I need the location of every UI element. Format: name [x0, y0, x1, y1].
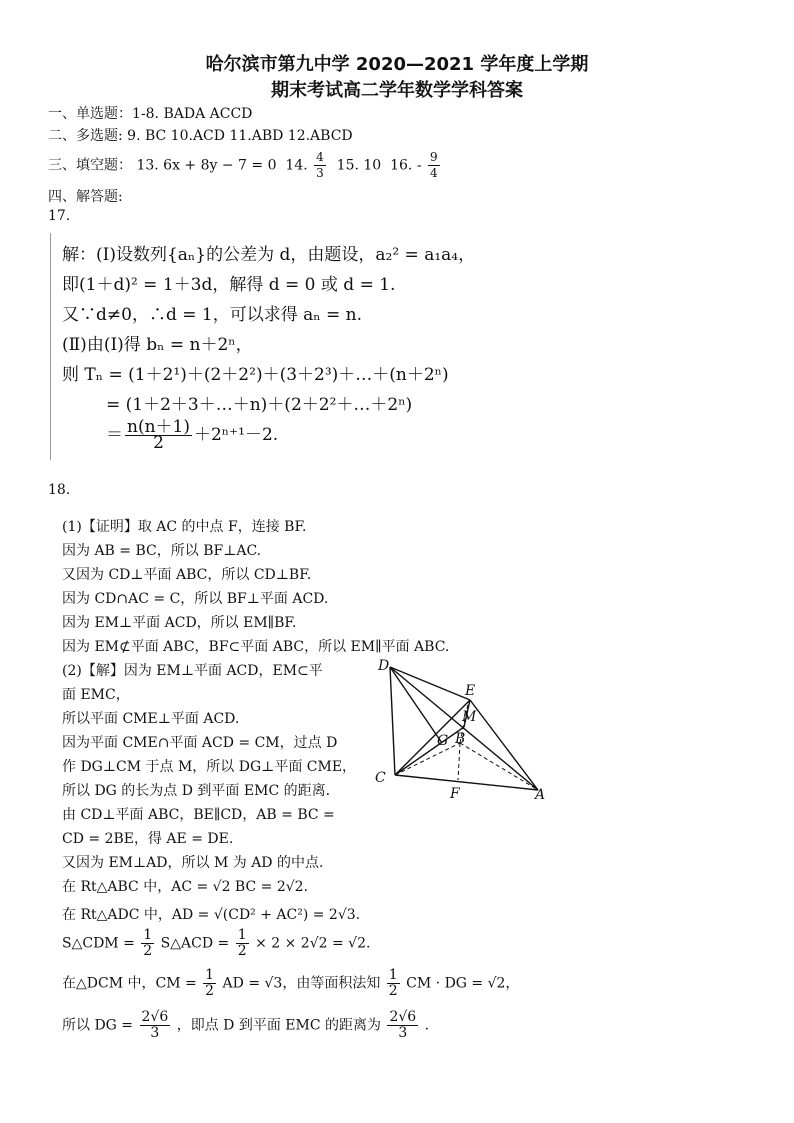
s17-line6: = (1＋2＋3＋…＋n)＋(2＋2²＋…＋2ⁿ) [106, 395, 413, 415]
s18-line12: 所以 DG 的长为点 D 到平面 EMC 的距离. [62, 783, 331, 799]
s18-line20-a: 所以 DG = [62, 1017, 134, 1034]
dg-num: 2√6 [389, 1009, 417, 1025]
page-title-line2: 期末考试高二学年数学学科答案 [271, 80, 523, 101]
s17-frac-num: n(n＋1) [127, 417, 190, 437]
half-num: 1 [388, 967, 398, 983]
edge-DA [390, 667, 538, 790]
half-den: 2 [237, 943, 247, 959]
fill-16-fraction [428, 150, 440, 181]
fill-15: 15. 10 [336, 157, 382, 174]
fill-16-den: 4 [430, 166, 438, 180]
s18-line19-a: 在△DCM 中，CM = [62, 975, 197, 992]
s18-half-frac-4 [387, 968, 400, 999]
s18-line20: 所以 DG = $\frac{2√6}{3}$ ，即点 D 到平面 EMC 的距离为 $\frac{2√6}{3}$ . [62, 1009, 430, 1041]
edge-DC [390, 667, 395, 775]
s18-line15: 又因为 EM⊥AD，所以 M 为 AD 的中点. [62, 855, 324, 871]
fill-blank-answers [48, 150, 442, 181]
fill-16-label: 16. - [390, 157, 422, 174]
page-title-line1: 哈尔滨市第九中学 2020—2021 学年度上学期 [205, 54, 589, 75]
half-num: 1 [143, 927, 153, 943]
s18-line7: (2)【解】因为 EM⊥平面 ACD，EM⊂平 [62, 663, 323, 679]
s18-line19 [62, 968, 519, 999]
s17-line4: (Ⅱ)由(Ⅰ)得 bₙ = n＋2ⁿ， [62, 335, 253, 355]
s18-dg-frac-1 [140, 1010, 171, 1041]
s18-line8: 面 EMC， [62, 687, 130, 703]
pyramid-figure [360, 655, 560, 805]
s17-line5: 则 Tₙ = (1＋2¹)＋(2＋2²)＋(3＋2³)＋…＋(n＋2ⁿ) [62, 365, 449, 385]
s18-line19-b: AD = √3，由等面积法知 [222, 975, 381, 992]
label-G: G [437, 733, 449, 749]
label-F: F [450, 786, 460, 802]
fill-14-label: 14. [285, 157, 308, 174]
s18-line1: (1)【证明】取 AC 的中点 F，连接 BF. [62, 519, 307, 535]
label-C: C [375, 770, 386, 786]
label-M: M [462, 709, 477, 725]
answer-section-heading: 四、解答题: [48, 189, 123, 205]
dg-den: 3 [150, 1025, 160, 1041]
label-A: A [535, 787, 546, 803]
half-den: 2 [205, 983, 215, 999]
s18-line20-b: ，即点 D 到平面 EMC 的距离为 [176, 1017, 381, 1034]
half-den: 2 [143, 943, 153, 959]
s17-line2: 即(1＋d)² = 1＋3d，解得 d = 0 或 d = 1. [62, 275, 396, 295]
s18-line6: 因为 EM⊄平面 ABC，BF⊂平面 ABC，所以 EM∥平面 ABC. [62, 639, 450, 655]
s18-line5: 因为 EM⊥平面 ACD，所以 EM∥BF. [62, 615, 297, 631]
fill-16-num: 9 [430, 150, 438, 164]
s18-line10: 因为平面 CME∩平面 ACD = CM，过点 D [62, 735, 338, 751]
s18-line14: CD = 2BE，得 AE = DE. [62, 831, 234, 847]
s18-line16: 在 Rt△ABC 中，AC = √2 BC = 2√2. [62, 879, 309, 895]
fill-14-fraction [314, 150, 326, 181]
half-num: 1 [205, 967, 215, 983]
s18-line18 [62, 928, 370, 959]
s18-half-frac-2 [236, 928, 249, 959]
dg-num: 2√6 [141, 1009, 169, 1025]
edge-EA [470, 700, 538, 790]
s18-line19-c: CM · DG = √2， [406, 975, 520, 992]
s17-frac-den: 2 [153, 433, 164, 453]
label-D: D [378, 658, 390, 674]
s18-line2: 因为 AB = BC，所以 BF⊥AC. [62, 543, 262, 559]
edge-CB-hidden [395, 743, 460, 775]
label-E: E [465, 683, 476, 699]
s18-dg-frac-2 [387, 1010, 418, 1041]
edge-CM [395, 727, 464, 775]
fill-prefix: 三、填空题： [48, 157, 132, 174]
half-den: 2 [388, 983, 398, 999]
half-num: 1 [237, 927, 247, 943]
s17-line1: 解：(Ⅰ)设数列{aₙ}的公差为 d，由题设，a₂² = a₁a₄， [62, 245, 476, 265]
question-18-number: 18. [48, 482, 71, 498]
s17-line7-fraction [125, 417, 192, 453]
label-B: B [455, 731, 466, 747]
fill-14-den: 3 [316, 166, 324, 180]
s17-line3: 又∵d≠0，∴d = 1，可以求得 aₙ = n. [62, 305, 362, 325]
edge-BF-hidden [458, 743, 460, 780]
multi-choice-answers: 二、多选题: 9. BC 10.ACD 11.ABD 12.ABCD [48, 128, 353, 144]
s18-line3: 又因为 CD⊥平面 ABC，所以 CD⊥BF. [62, 567, 312, 583]
single-choice-answers: 一、单选题：1-8. BADA ACCD [48, 106, 253, 122]
s18-line17: 在 Rt△ADC 中，AD = √(CD² + AC²) = 2√3. [62, 907, 361, 923]
s18-half-frac-3 [203, 968, 216, 999]
s18-line13: 由 CD⊥平面 ABC，BE∥CD，AB = BC = [62, 807, 335, 823]
s17-line7: ＝ $\frac{n(n+1)}{2}$ ＋2ⁿ⁺¹－2. [106, 417, 279, 453]
s18-line9: 所以平面 CME⊥平面 ACD. [62, 711, 240, 727]
s18-half-frac-1 [141, 928, 154, 959]
dg-den: 3 [398, 1025, 408, 1041]
s18-line11: 作 DG⊥CM 于点 M，所以 DG⊥平面 CME， [62, 759, 357, 775]
fill-13: 13. 6x + 8y − 7 = 0 [136, 157, 277, 174]
s18-line18-a: S△CDM = [62, 935, 135, 952]
fill-14-num: 4 [316, 150, 324, 164]
s18-line18-b: S△ACD = [160, 935, 230, 952]
question-17-number: 17. [48, 208, 71, 224]
s18-line18-c: × 2 × 2√2 = √2. [255, 935, 371, 952]
s18-line4: 因为 CD∩AC = C，所以 BF⊥平面 ACD. [62, 591, 329, 607]
s17-line7-rest: ＋2ⁿ⁺¹－2. [193, 425, 279, 445]
